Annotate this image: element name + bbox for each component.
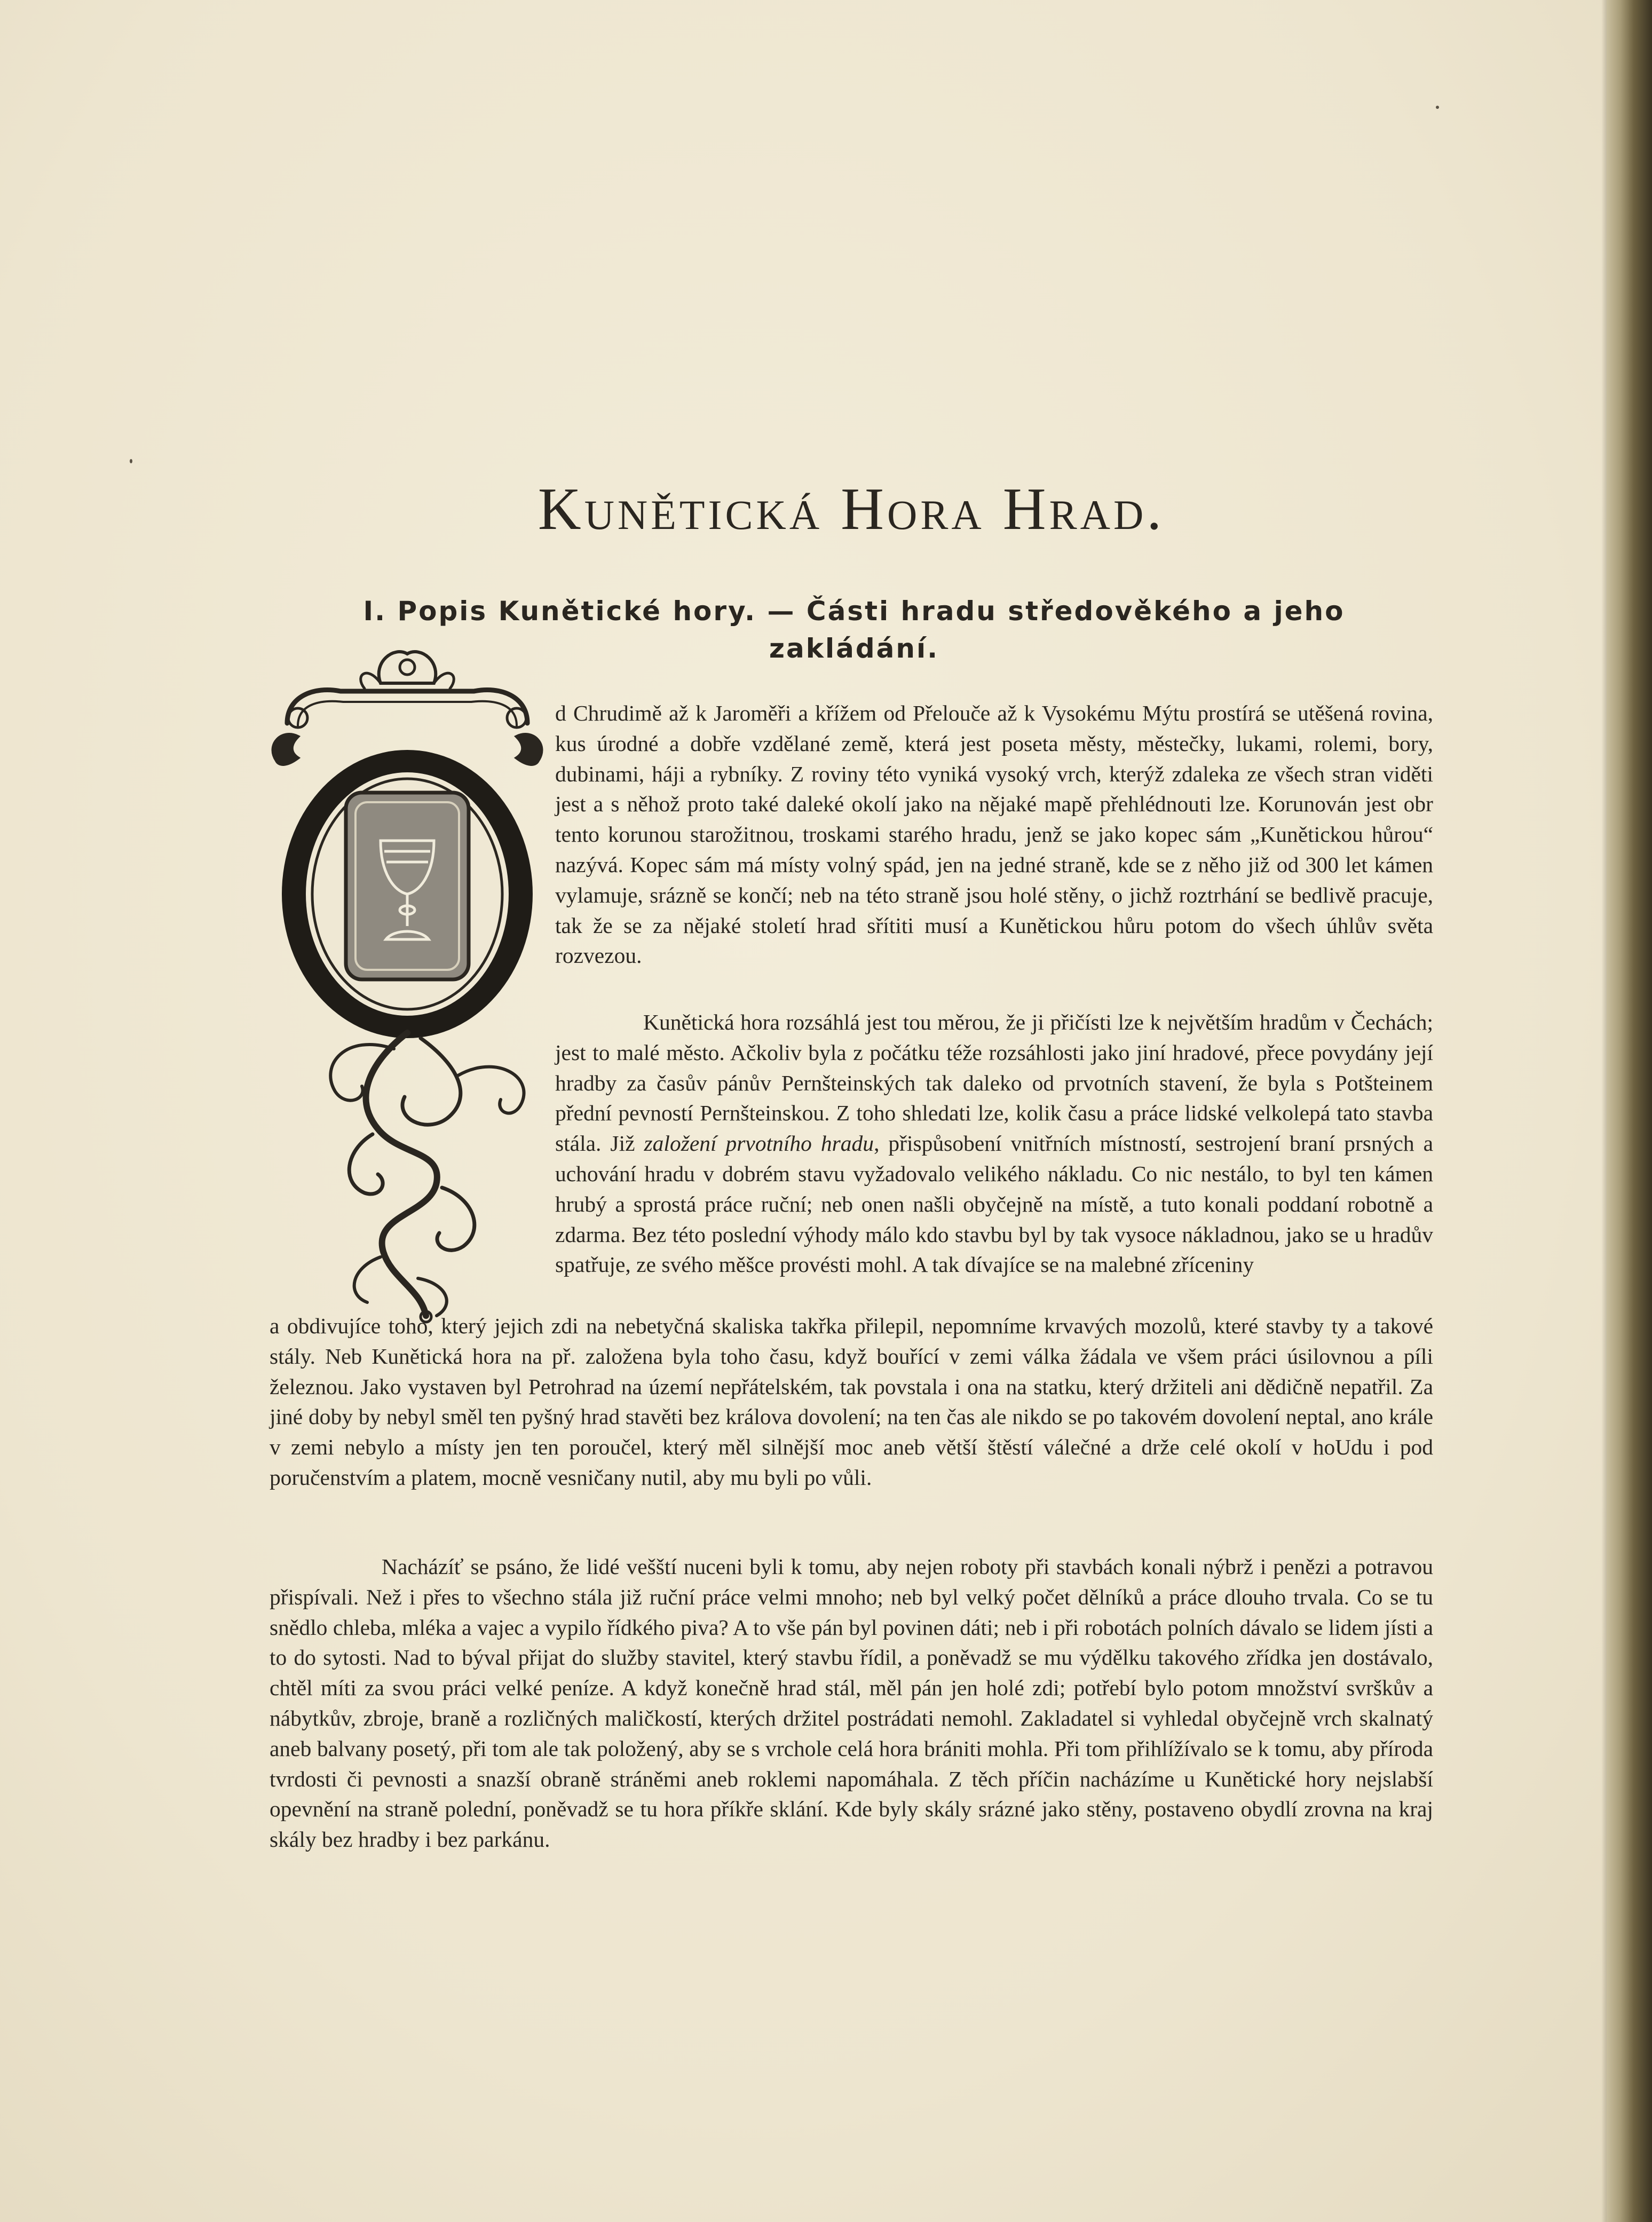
paragraph-2-text-start: Kunětická hora rozsáhlá jest tou měrou, že ji přičísti lze k největším hradům v Čechách; jest to malé město. Ačkoliv byla z počátku téže rozsáhlosti jako jiní hradové, přece povydány její hradby za časův pánův Pernšteinských tak daleko od prvotních stavení, že byla s Potšteinem přední pevností Pernšteinskou. Z toho shledati lze, kolik času a práce lidské velkolepá tato stavba stála. Již — [555, 1010, 1433, 1156]
paper-speck — [1436, 106, 1439, 109]
page-gutter-shadow — [1601, 0, 1607, 2222]
section-heading-line-1: I. Popis Kunětické hory. — Části hradu středověkého a jeho — [363, 596, 1345, 627]
paragraph-2-italic-phrase: založení prvotního hradu — [644, 1131, 874, 1156]
paragraph-2-text-end: , přispůsobení vnitřních místností, sestrojení braní prsných a uchování hradu v dobrém stavu vyžadovalo velikého nákladu. Co nic nestálo, to byl ten kámen hrubý a sprostá práce ruční; neb onen našli obyčejně na místě, a tuto konali poddaní robotně a zdarma. Bez této poslední výhody málo kdo stavbu byl by tak vysoce nákladnou, jako se u hradův spatřuje, ze svého měšce provésti mohl. A tak dívajíce se na malebné zříceniny — [555, 1131, 1434, 1277]
paragraph-2 — [555, 1007, 1433, 1280]
ornamental-initial-o — [266, 638, 549, 1326]
section-heading-line-2: zakládání. — [769, 633, 939, 664]
paragraph-1: d Chrudimě až k Jaroměři a křížem od Přelouče až k Vysokému Mýtu prostírá se utěšená rovina, kus úrodné a dobře vzdělané země, která jest poseta městy, městečky, lukami, rolemi, bory, dubinami, háji a rybníky. Z roviny této vyniká vysoký vrch, kterýž zdaleka ze všech stran viděti jest a s něhož proto také daleké okolí jako na nějaké mapě přehlédnouti lze. Korunován jest obr tento korunou starožitnou, troskami starého hradu, jenž se jako kopec sám „Kunětickou hůrou“ nazývá. Kopec sám má místy volný spád, jen na jedné straně, kde se z něho již od 300 let kámen vylamuje, srázně se končí; neb na této straně jsou holé stěny, o jichž roztrhání se bedlivě pracuje, tak že se za nějaké století hrad sřítiti musí a Kunětickou hůru potom do všech úhlův světa rozvezou. — [555, 701, 1433, 968]
paper-speck — [130, 459, 132, 463]
paragraph-3: Nacházíť se psáno, že lidé vešští nuceni byli k tomu, aby nejen roboty při stavbách konali nýbrž i penězi a potravou přispívali. Než i přes to všechno stála již ruční práce velmi mnoho; neb byl velký počet dělníků a práce dlouho trvala. Co se tu snědlo chleba, mléka a vajec a vypilo řídkého piva? A to vše pán byl povinen dáti; neb i při robotách polních dávalo se lidem jísti a to do sytosti. Nad to býval přijat do služby stavitel, který stavbu řídil, a poněvadž se mu výdělku takového zřídka jen dostávalo, chtěl míti za svou práci velké peníze. A když konečně hrad stál, měl pán jen holé zdi; potřebí bylo potom množství svrškův a nábytkův, zbroje, braně a rozličných maličkostí, kterých držitel postrádati nemohl. Zakladatel si vyhledal obyčejně vrch skalnatý aneb balvany posetý, při tom ale tak položený, aby se s vrchole celá hora brániti mohla. Při tom přihlížívalo se k tomu, aby příroda tvrdosti či pevnosti a snazší obraně stráněmi aneb roklemi napomáhala. Z těch příčin nacházíme u Kunětické hory nejslabší opevnění na straně polední, poněvadž se tu hora příkře sklání. Kde byly skály srázné jako stěny, postaveno obydlí zrovna na kraj skály bez hradby i bez parkánu. — [270, 1554, 1433, 1852]
paragraph-2-continuation: a obdivujíce toho, který jejich zdi na nebetyčná skaliska takřka přilepil, nepomníme krvavých mozolů, které stavby ty a takové stály. Neb Kunětická hora na př. založena byla toho času, když bouřící v zemi válka žádala ve všem práci úsilovnou a píli železnou. Jako vystaven byl Petrohrad na území nepřátelském, tak povstala i ona na statku, který držiteli ani dědičně nepatřil. Za jiné doby by nebyl směl ten pyšný hrad stavěti bez králova dovolení; na ten čas ale nikdo se po takovém dovolení neptal, ano krále v zemi nebylo a místy jen ten poroučel, který měl silnější moc aneb větší štěstí válečné a drže celé okolí v hoUdu i pod poručenstvím a platem, mocně vesničany nutil, aby mu byli po vůli. — [270, 1314, 1433, 1490]
page-title: Kunětická Hora Hrad. — [538, 476, 1165, 542]
book-spine — [1607, 0, 1652, 2222]
